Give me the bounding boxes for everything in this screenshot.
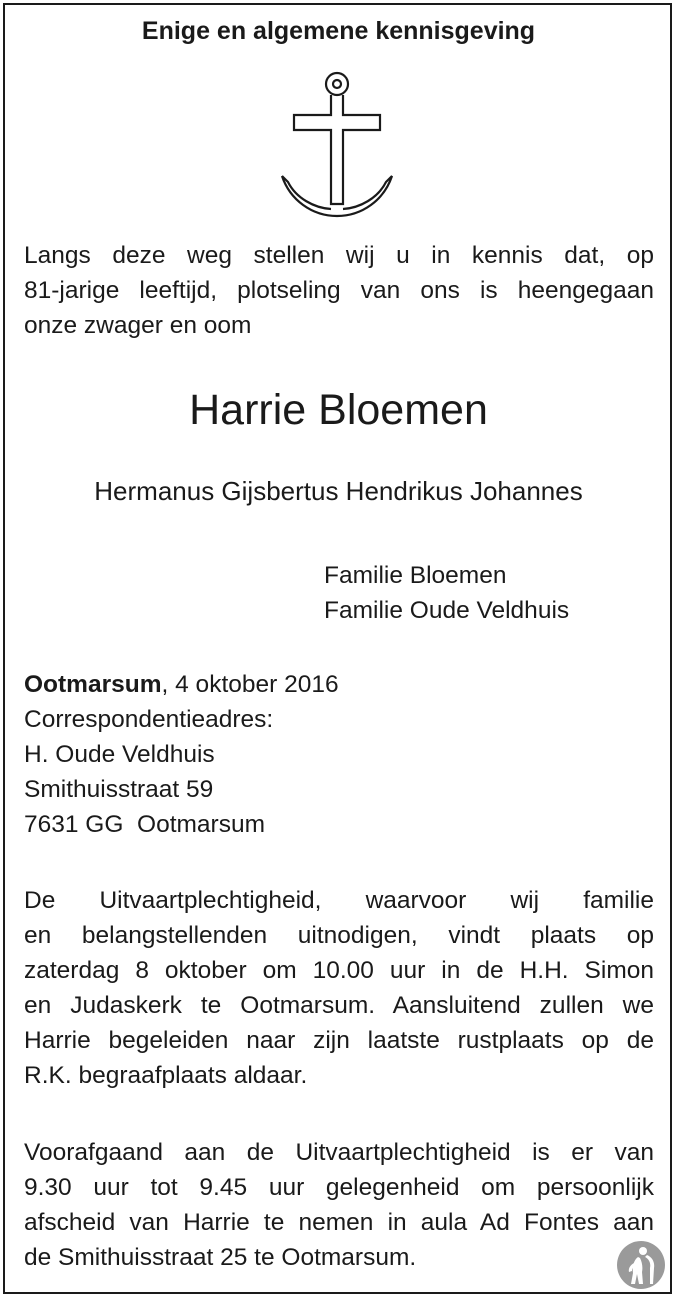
funeral-line: Harrie begeleiden naar zijn laatste rustplaats op de bbox=[24, 1027, 654, 1054]
farewell-line: de Smithuisstraat 25 te Ootmarsum. bbox=[24, 1244, 417, 1271]
funeral-line: en belangstellenden uitnodigen, vindt plaats op bbox=[24, 922, 654, 949]
place-date bbox=[24, 667, 654, 702]
deceased-full-name: Hermanus Gijsbertus Hendrikus Johannes bbox=[94, 476, 583, 506]
farewell-line: 9.30 uur tot 9.45 uur gelegenheid om persoonlijk bbox=[24, 1174, 654, 1201]
notice-date: , 4 oktober 2016 bbox=[161, 671, 339, 698]
family-name: Familie Oude Veldhuis bbox=[324, 597, 570, 624]
deceased-name: Harrie Bloemen bbox=[189, 386, 488, 434]
funeral-line: zaterdag 8 oktober om 10.00 uur in de H.H. Simon bbox=[24, 957, 654, 984]
anchor-cross-icon bbox=[280, 70, 394, 222]
farewell-line: Voorafgaand aan de Uitvaartplechtigheid is er van bbox=[24, 1139, 654, 1166]
correspondence-postal-city: 7631 GG Ootmarsum bbox=[24, 811, 266, 838]
funeral-line: R.K. begraafplaats aldaar. bbox=[24, 1062, 308, 1089]
address-block bbox=[24, 667, 654, 842]
intro-paragraph bbox=[24, 238, 654, 343]
intro-line: onze zwager en oom bbox=[24, 312, 252, 339]
intro-line: Langs deze weg stellen wij u in kennis dat, op bbox=[24, 242, 654, 269]
correspondence-street: Smithuisstraat 59 bbox=[24, 776, 214, 803]
families-block bbox=[324, 558, 569, 628]
farewell-line: afscheid van Harrie te nemen in aula Ad Fontes aan bbox=[24, 1209, 654, 1236]
family-name: Familie Bloemen bbox=[324, 562, 507, 589]
funeral-paragraph bbox=[24, 883, 654, 1093]
correspondence-label: Correspondentieadres: bbox=[24, 706, 274, 733]
notice-heading: Enige en algemene kennisgeving bbox=[141, 17, 536, 45]
intro-line: 81-jarige leeftijd, plotseling van ons is heengegaan bbox=[24, 277, 654, 304]
farewell-paragraph bbox=[24, 1135, 654, 1275]
funeral-line: en Judaskerk te Ootmarsum. Aansluitend zullen we bbox=[24, 992, 654, 1019]
correspondence-name: H. Oude Veldhuis bbox=[24, 741, 215, 768]
place-name: Ootmarsum bbox=[24, 671, 162, 698]
memorial-logo-icon bbox=[616, 1240, 666, 1290]
funeral-line: De Uitvaartplechtigheid, waarvoor wij familie bbox=[24, 887, 654, 914]
